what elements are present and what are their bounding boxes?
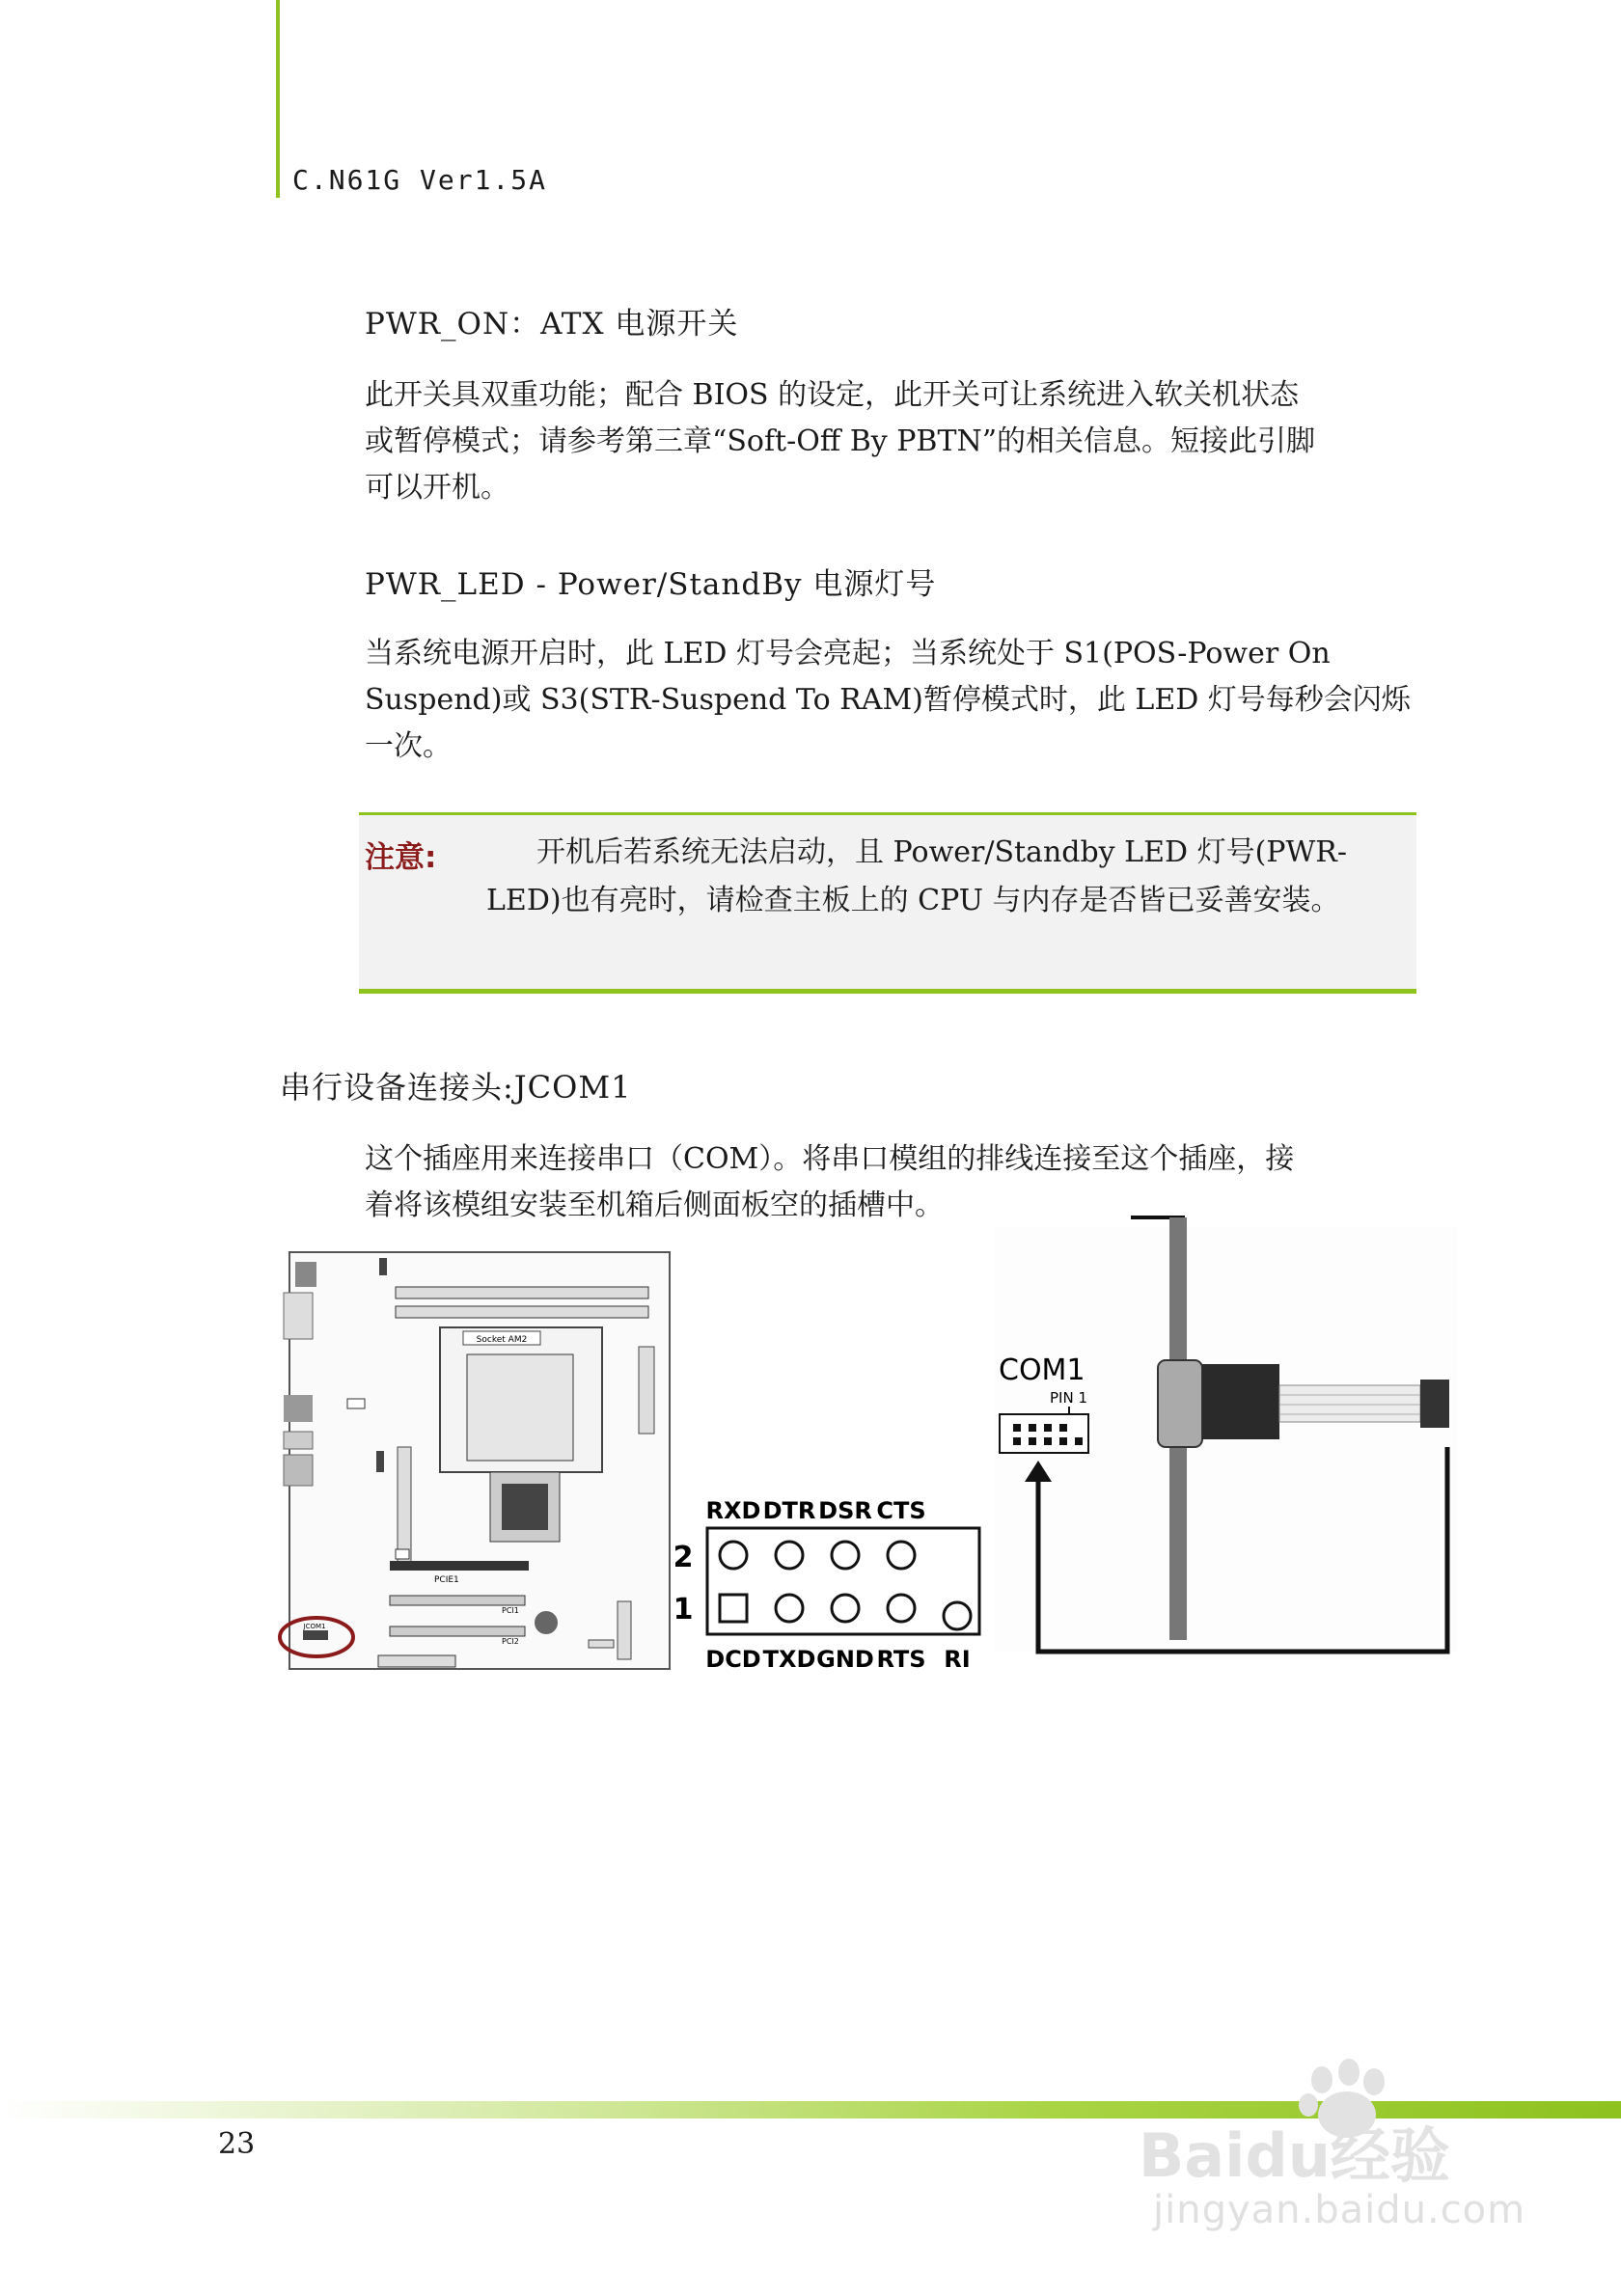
ribbon-cable [1279, 1385, 1420, 1422]
connector-housing [1202, 1364, 1279, 1439]
pwr-on-line: 此开关具双重功能；配合 BIOS 的设定，此开关可让系统进入软关机状态 [365, 378, 1300, 412]
pin-label-dtr: DTR [762, 1497, 816, 1524]
watermark-url: jingyan.baidu.com [1153, 2188, 1526, 2232]
pin1-label: PIN 1 [1050, 1389, 1088, 1407]
pin-label-rts: RTS [876, 1646, 926, 1673]
motherboard-diagram [280, 1252, 670, 1669]
pin-label-cts: CTS [876, 1497, 926, 1524]
page-number: 23 [218, 2127, 256, 2161]
jcom-section-title: 串行设备连接头:JCOM1 [280, 1069, 632, 1106]
com1-title: COM1 [999, 1353, 1085, 1387]
com1-header [1000, 1414, 1088, 1453]
manual-version: C.N61G Ver1.5A [292, 164, 548, 196]
socket-label: Socket AM2 [476, 1335, 528, 1345]
watermark-brand: Baidu经验 [1139, 2120, 1450, 2190]
pin-label-rxd: RXD [705, 1497, 761, 1524]
jcom-pinout-diagram [673, 1497, 1014, 1673]
pin-label-dsr: DSR [818, 1497, 872, 1524]
row-number-1: 1 [673, 1593, 694, 1626]
note-text: 开机后若系统无法启动，且 Power/Standby LED 灯号(PWR-LED)也有亮时，请检查主板上的 CPU 与内存是否皆已妥善安装。 [486, 835, 1348, 917]
jcom-board-label: JCOM1 [303, 1623, 326, 1630]
pin-label-txd: TXD [762, 1646, 816, 1673]
pwr-on-line: 或暂停模式；请参考第三章“Soft-Off By PBTN”的相关信息。短接此引脚 [365, 424, 1316, 458]
pci2-label: PCI2 [502, 1637, 519, 1646]
pin-label-ri: RI [944, 1646, 971, 1673]
pci1-label: PCI1 [502, 1606, 519, 1615]
jcom-line: 这个插座用来连接串口（COM）。将串口模组的排线连接至这个插座，接 [365, 1142, 1295, 1176]
db9-connector [1158, 1360, 1202, 1447]
pin-label-dcd: DCD [705, 1646, 761, 1673]
pcie-label: PCIE1 [434, 1575, 459, 1585]
pwr-on-heading: PWR_ON：ATX 电源开关 [365, 307, 739, 342]
note-label: 注意: [365, 840, 437, 875]
com-bracket-diagram [994, 1217, 1457, 1652]
cable-end-connector [1420, 1380, 1449, 1428]
pwr-led-heading: PWR_LED - Power/StandBy 电源灯号 [365, 567, 937, 602]
pin-label-gnd: GND [816, 1646, 874, 1673]
pwr-led-line: Suspend)或 S3(STR-Suspend To RAM)暂停模式时，此 LED 灯号每秒会闪烁 [365, 683, 1411, 717]
row-number-2: 2 [673, 1541, 694, 1574]
pwr-led-line: 当系统电源开启时，此 LED 灯号会亮起；当系统处于 S1(POS-Power On [365, 637, 1331, 670]
pwr-on-line: 可以开机。 [365, 471, 509, 505]
pwr-led-line: 一次。 [365, 729, 452, 763]
baidu-watermark-logo [1139, 2055, 1544, 2190]
jcom-line: 着将该模组安装至机箱后侧面板空的插槽中。 [365, 1189, 944, 1222]
